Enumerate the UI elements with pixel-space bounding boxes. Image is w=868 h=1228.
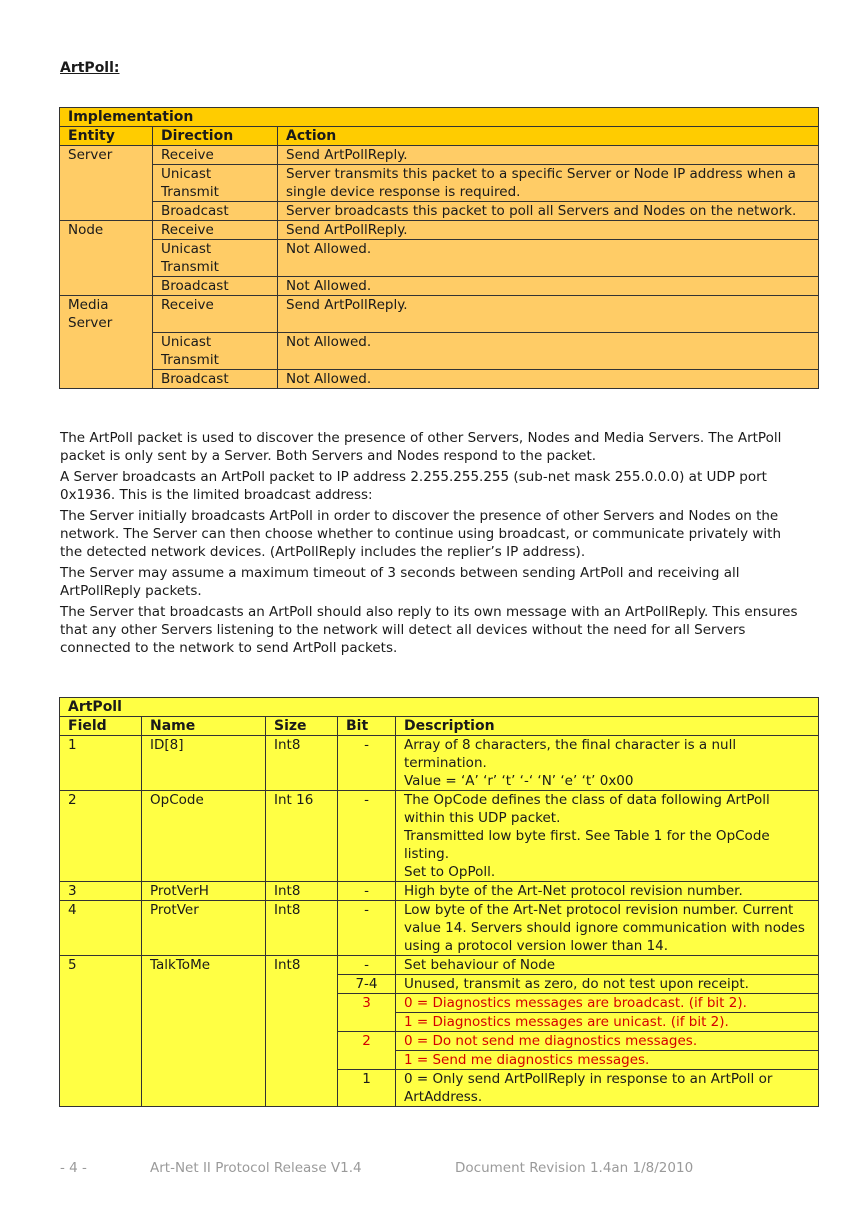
table-row <box>60 240 819 277</box>
table-row <box>60 736 819 791</box>
table-row <box>60 975 819 994</box>
bit-cell: 3 <box>338 994 396 1013</box>
implementation-table <box>59 107 819 389</box>
column-header: Action <box>278 127 819 146</box>
bit-cell: - <box>338 901 396 956</box>
table-row <box>60 1013 819 1032</box>
paragraph: The Server initially broadcasts ArtPoll in order to discover the presence of other Servers and Nodes on the network. The Server can then choose whether to continue using broadcast, or communicate privately with the detected network devices. (ArtPollReply includes the replier’s IP address). <box>60 508 781 560</box>
direction-cell: Broadcast <box>153 369 278 388</box>
entity-cell <box>60 369 153 388</box>
artpoll-table <box>59 697 819 1107</box>
description-text: Array of 8 characters, the final character is a null termination. <box>404 737 737 771</box>
table-row <box>60 146 819 165</box>
name-cell: OpCode <box>142 791 266 882</box>
table-row <box>60 296 819 333</box>
table-row <box>60 165 819 202</box>
size-cell: Int8 <box>266 882 338 901</box>
page-title: ArtPoll: <box>60 60 120 76</box>
entity-cell: Server <box>60 146 153 165</box>
bit-cell: - <box>338 956 396 975</box>
description-text: Value = ‘A’ ‘r’ ‘t’ ‘-‘ ‘N’ ‘e’ ‘t’ 0x00 <box>404 773 634 789</box>
entity-cell: Node <box>60 221 153 240</box>
action-cell: Not Allowed. <box>278 277 819 296</box>
paragraph: The ArtPoll packet is used to discover the presence of other Servers, Nodes and Media Servers. The ArtPoll packet is only sent by a Server. Both Servers and Nodes respond to the packet. <box>60 430 782 464</box>
entity-cell: Media Server <box>60 296 153 333</box>
column-header: Size <box>266 717 338 736</box>
description-cell: 0 = Diagnostics messages are broadcast. (if bit 2). <box>396 994 819 1013</box>
paragraph: The Server that broadcasts an ArtPoll should also reply to its own message with an ArtPollReply. This ensures that any other Servers listening to the network will detect all devices without the need for all Servers connected to the network to send ArtPoll packets. <box>60 604 798 656</box>
bit-cell: - <box>338 882 396 901</box>
entity-cell <box>60 202 153 221</box>
entity-cell <box>60 165 153 202</box>
size-cell: Int 16 <box>266 791 338 882</box>
direction-cell: Broadcast <box>153 277 278 296</box>
table-row <box>60 901 819 956</box>
direction-cell: Unicast Transmit <box>153 165 278 202</box>
action-cell: Send ArtPollReply. <box>278 221 819 240</box>
size-cell: Int8 <box>266 956 338 975</box>
entity-cell <box>60 277 153 296</box>
action-cell: Server transmits this packet to a specific Server or Node IP address when a single device response is required. <box>278 165 819 202</box>
paragraph: The Server may assume a maximum timeout of 3 seconds between sending ArtPoll and receiving all ArtPollReply packets. <box>60 565 740 599</box>
table-header: Implementation <box>60 108 819 127</box>
size-cell: Int8 <box>266 736 338 791</box>
table-row <box>60 202 819 221</box>
table-row <box>60 791 819 882</box>
table-row <box>60 1051 819 1070</box>
table-row <box>60 882 819 901</box>
bit-cell: 1 <box>338 1070 396 1107</box>
description-cell: 0 = Only send ArtPollReply in response to an ArtPoll or ArtAddress. <box>396 1070 819 1107</box>
column-header: Bit <box>338 717 396 736</box>
table-row <box>60 956 819 975</box>
entity-cell <box>60 240 153 277</box>
description-cell: 1 = Send me diagnostics messages. <box>396 1051 819 1070</box>
table-row <box>60 994 819 1013</box>
size-cell: Int8 <box>266 901 338 956</box>
table-header: ArtPoll <box>68 699 122 715</box>
direction-cell: Broadcast <box>153 202 278 221</box>
name-cell: ID[8] <box>142 736 266 791</box>
body-text <box>60 429 800 660</box>
description-cell: Unused, transmit as zero, do not test upon receipt. <box>396 975 819 994</box>
direction-cell: Unicast Transmit <box>153 332 278 369</box>
name-cell: ProtVerH <box>142 882 266 901</box>
column-header: Description <box>396 717 819 736</box>
name-cell: ProtVer <box>142 901 266 956</box>
column-header: Name <box>142 717 266 736</box>
description-cell: High byte of the Art-Net protocol revision number. <box>396 882 819 901</box>
field-cell: 4 <box>60 901 142 956</box>
action-cell: Server broadcasts this packet to poll all Servers and Nodes on the network. <box>278 202 819 221</box>
description-cell: 1 = Diagnostics messages are unicast. (if bit 2). <box>396 1013 819 1032</box>
action-cell: Send ArtPollReply. <box>278 296 819 333</box>
column-header: Direction <box>153 127 278 146</box>
field-cell: 1 <box>60 736 142 791</box>
paragraph: A Server broadcasts an ArtPoll packet to IP address 2.255.255.255 (sub-net mask 255.0.0.0) at UDP port 0x1936. This is the limited broadcast address: <box>60 469 767 503</box>
direction-cell: Receive <box>153 296 278 333</box>
table-row <box>60 1032 819 1051</box>
direction-cell: Unicast Transmit <box>153 240 278 277</box>
description-text: Transmitted low byte first. See Table 1 for the OpCode listing. <box>404 828 770 862</box>
table-row <box>60 332 819 369</box>
bit-cell <box>338 1051 396 1070</box>
description-text: Set to OpPoll. <box>404 864 496 880</box>
action-cell: Send ArtPollReply. <box>278 146 819 165</box>
description-cell: Low byte of the Art-Net protocol revision number. Current value 14. Servers should ignore communication with nodes using a protocol version lower than 14. <box>396 901 819 956</box>
document-name: Art-Net II Protocol Release V1.4 <box>150 1160 362 1176</box>
column-header: Entity <box>60 127 153 146</box>
description-cell: Set behaviour of Node <box>396 956 819 975</box>
table-row <box>60 277 819 296</box>
action-cell: Not Allowed. <box>278 240 819 277</box>
name-cell: TalkToMe <box>142 956 266 975</box>
entity-cell <box>60 332 153 369</box>
column-header: Field <box>60 717 142 736</box>
bit-cell: 2 <box>338 1032 396 1051</box>
table-row <box>60 1070 819 1107</box>
action-cell: Not Allowed. <box>278 332 819 369</box>
action-cell: Not Allowed. <box>278 369 819 388</box>
bit-cell: - <box>338 736 396 791</box>
direction-cell: Receive <box>153 146 278 165</box>
field-cell: 2 <box>60 791 142 882</box>
description-cell <box>396 736 819 791</box>
bit-cell: 7-4 <box>338 975 396 994</box>
bit-cell <box>338 1013 396 1032</box>
direction-cell: Receive <box>153 221 278 240</box>
description-text: The OpCode defines the class of data following ArtPoll within this UDP packet. <box>404 792 770 826</box>
description-cell: 0 = Do not send me diagnostics messages. <box>396 1032 819 1051</box>
table-row <box>60 221 819 240</box>
field-cell: 5 <box>60 956 142 975</box>
description-cell <box>396 791 819 882</box>
document-revision: Document Revision 1.4an 1/8/2010 <box>455 1160 694 1176</box>
bit-cell: - <box>338 791 396 882</box>
field-cell: 3 <box>60 882 142 901</box>
table-row <box>60 369 819 388</box>
page-number: - 4 - <box>60 1160 87 1176</box>
